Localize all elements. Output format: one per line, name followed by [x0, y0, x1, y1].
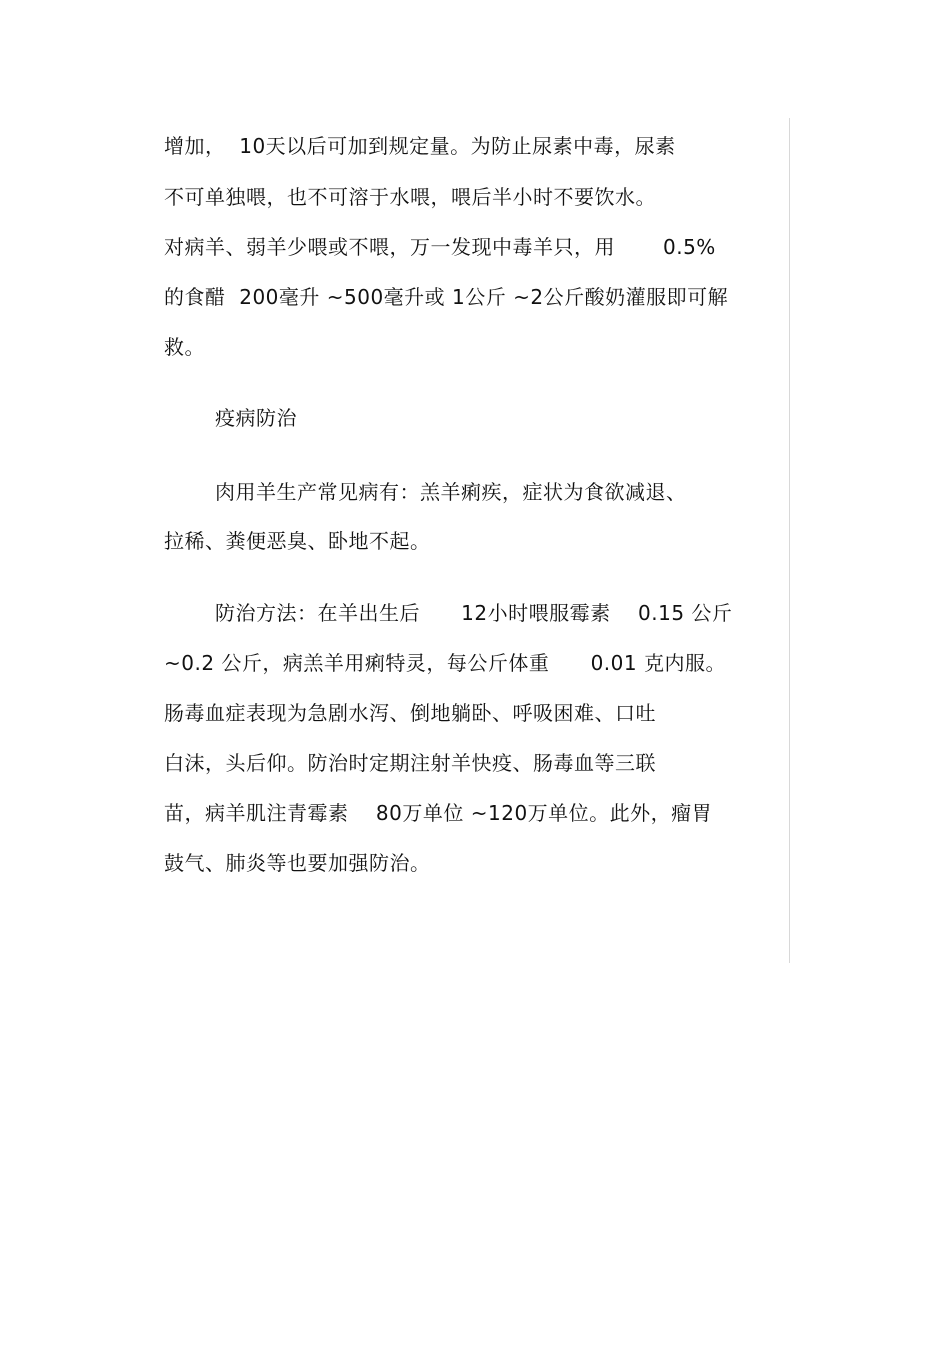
paragraph2-line-6: 鼓气、肺炎等也要加强防治。 — [164, 851, 431, 875]
paragraph2-line-4: 白沫，头后仰。防治时定期注射羊快疫、肠毒血等三联 — [164, 751, 656, 775]
paragraph1-line-2: 拉稀、粪便恶臭、卧地不起。 — [164, 529, 431, 553]
text-line-1: 增加， 10天以后可加到规定量。为防止尿素中毒，尿素 — [164, 134, 676, 158]
paragraph2-line-2: ~0.2 公斤，病羔羊用痢特灵，每公斤体重 0.01 克内服。 — [164, 651, 726, 675]
page-edge-rule — [789, 118, 790, 963]
text-line-4: 的食醋 200毫升 ~500毫升或 1公斤 ~2公斤酸奶灌服即可解 — [164, 285, 729, 309]
text-line-2: 不可单独喂，也不可溶于水喂，喂后半小时不要饮水。 — [164, 185, 656, 209]
paragraph1-line-1: 肉用羊生产常见病有：羔羊痢疾，症状为食欲减退、 — [215, 480, 687, 504]
text-line-3: 对病羊、弱羊少喂或不喂，万一发现中毒羊只，用 0.5% — [164, 235, 716, 259]
paragraph2-line-3: 肠毒血症表现为急剧水泻、倒地躺卧、呼吸困难、口吐 — [164, 701, 656, 725]
text-line-5: 救。 — [164, 335, 205, 359]
paragraph2-line-1: 防治方法：在羊出生后 12小时喂服霉素 0.15 公斤 — [215, 601, 733, 625]
section-heading: 疫病防治 — [215, 406, 297, 430]
paragraph2-line-5: 苗，病羊肌注青霉素 80万单位 ~120万单位。此外，瘤胃 — [164, 801, 713, 825]
